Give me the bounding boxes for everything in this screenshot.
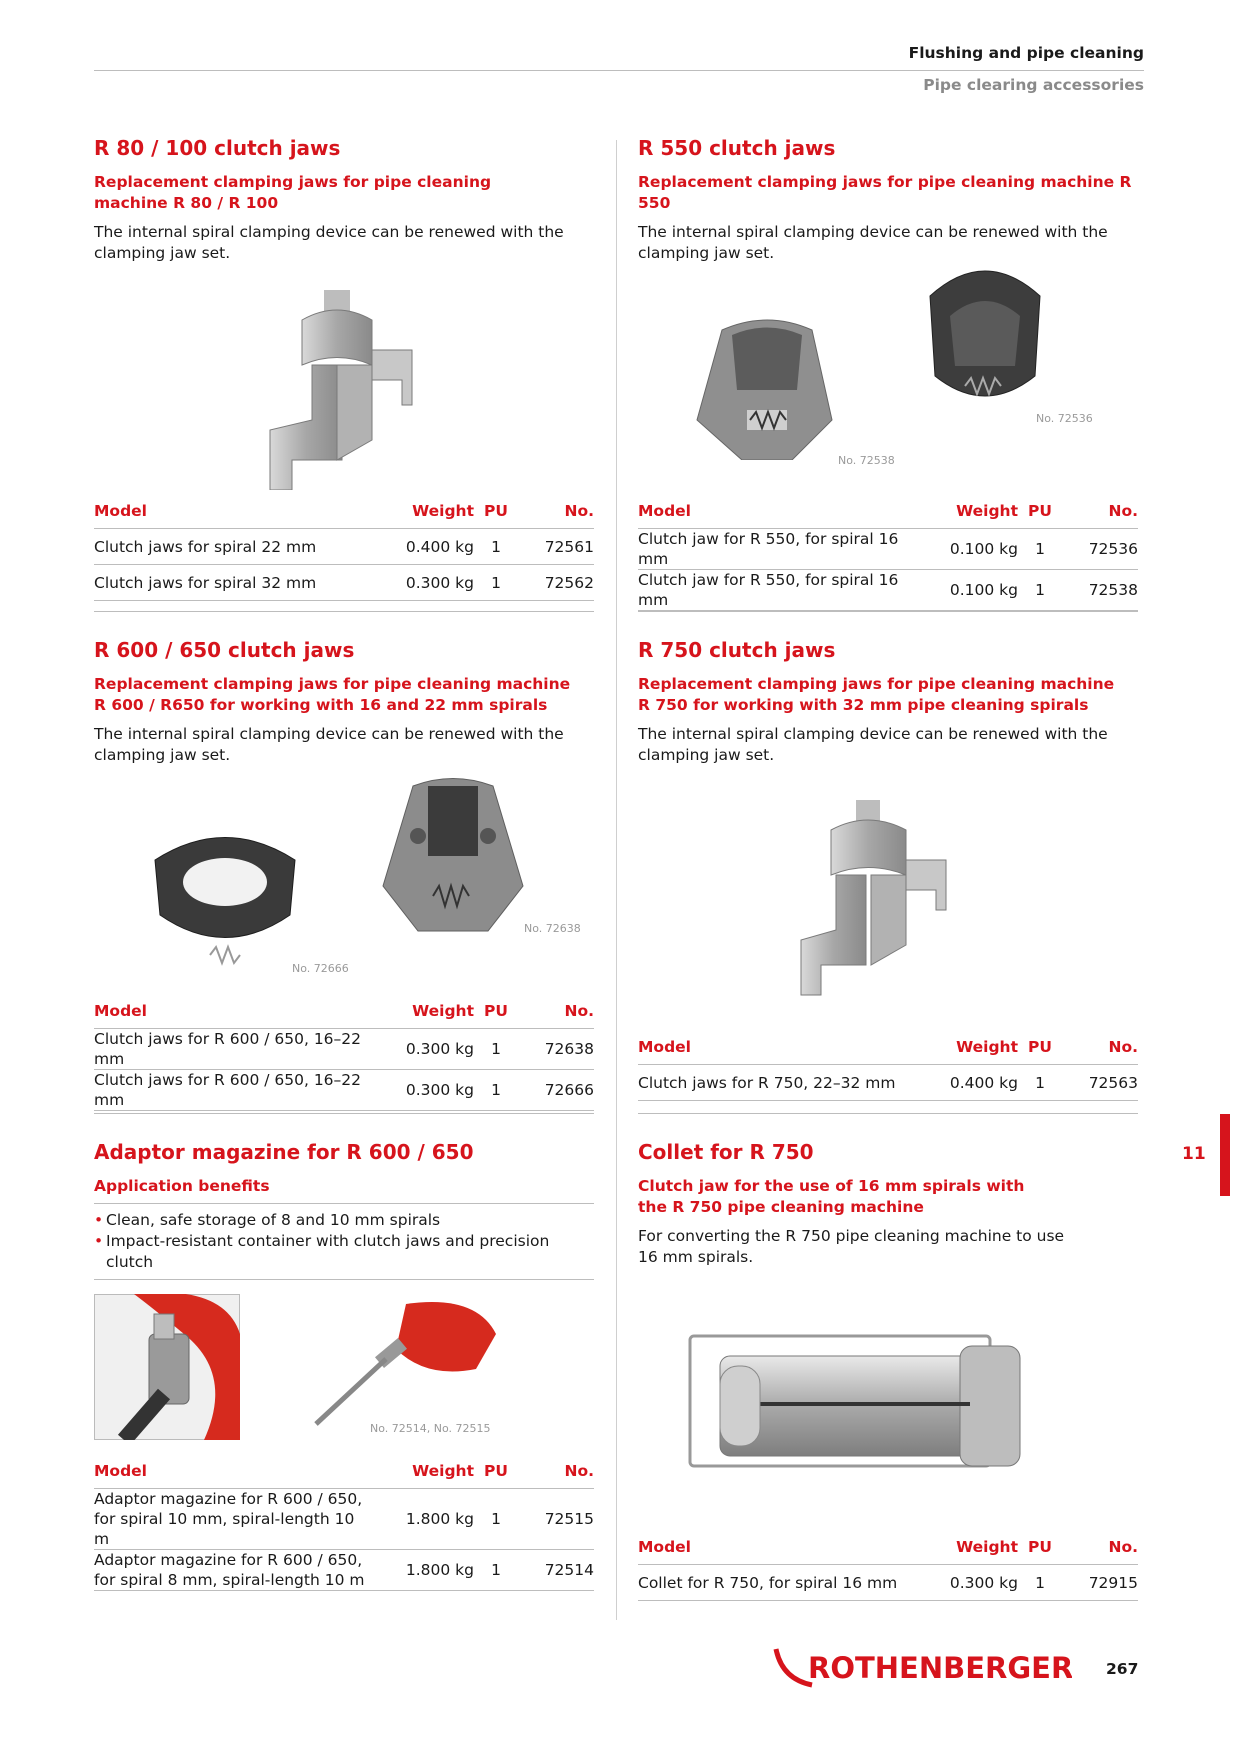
r600-jaw-72638-image xyxy=(378,776,528,936)
cell-pu: 1 xyxy=(474,1070,518,1111)
collet-image xyxy=(680,1326,1040,1476)
cell-pu: 1 xyxy=(474,529,518,565)
table-row xyxy=(638,1065,1138,1101)
cell-weight: 0.300 kg xyxy=(388,565,474,601)
product-title: R 80 / 100 clutch jaws xyxy=(94,136,341,160)
col-pu: PU xyxy=(474,1454,518,1489)
col-no: No. xyxy=(518,494,594,529)
cell-pu: 1 xyxy=(474,1489,518,1550)
cell-model: Clutch jaws for spiral 32 mm xyxy=(94,565,388,601)
col-weight: Weight xyxy=(388,494,474,529)
col-weight: Weight xyxy=(388,994,474,1029)
table-row xyxy=(94,565,594,601)
col-model: Model xyxy=(638,494,932,529)
cell-model: Clutch jaws for R 750, 22–32 mm xyxy=(638,1065,932,1101)
cell-no: 72562 xyxy=(518,565,594,601)
section-divider xyxy=(94,1113,594,1114)
cell-weight: 0.300 kg xyxy=(932,1565,1018,1601)
table-row xyxy=(94,1070,594,1111)
r550-jaw-72538-image xyxy=(692,310,842,460)
r550-jaw-72536-image xyxy=(910,256,1060,416)
cell-weight: 0.300 kg xyxy=(388,1029,474,1070)
table-row xyxy=(94,1029,594,1070)
table-row xyxy=(638,1565,1138,1601)
section-collet xyxy=(638,1140,1138,1268)
col-model: Model xyxy=(94,994,388,1029)
spec-table-r80 xyxy=(94,494,594,601)
table-row xyxy=(94,1550,594,1591)
image-caption: No. 72638 xyxy=(524,922,581,935)
col-pu: PU xyxy=(474,494,518,529)
product-subtitle: Replacement clamping jaws for pipe cleaning machine R 80 / R 100 xyxy=(94,173,492,212)
chapter-tab-marker xyxy=(1220,1114,1230,1196)
table-row xyxy=(94,529,594,565)
cell-pu: 1 xyxy=(474,565,518,601)
cell-pu: 1 xyxy=(1018,570,1062,611)
cell-pu: 1 xyxy=(474,1029,518,1070)
product-description: For converting the R 750 pipe cleaning machine to use 16 mm spirals. xyxy=(638,1227,1065,1266)
product-subtitle: Replacement clamping jaws for pipe cleaning machine R 600 / R650 for working with 16 and 22 mm spirals xyxy=(94,675,571,714)
list-item: • Clean, safe storage of 8 and 10 mm spirals xyxy=(94,1210,594,1231)
cell-no: 72514 xyxy=(518,1550,594,1591)
col-pu: PU xyxy=(1018,1030,1062,1065)
product-subtitle: Replacement clamping jaws for pipe cleaning machine R 750 for working with 32 mm pipe cleaning spirals xyxy=(638,675,1115,714)
header-divider xyxy=(94,70,1144,71)
section-title: Pipe clearing accessories xyxy=(923,76,1144,94)
cell-no: 72536 xyxy=(1062,529,1138,570)
cell-weight: 0.400 kg xyxy=(932,1065,1018,1101)
r600-jaw-72666-image xyxy=(150,820,300,970)
spec-table-adaptor xyxy=(94,1454,594,1591)
section-r550 xyxy=(638,136,1138,264)
cell-model: Adaptor magazine for R 600 / 650, for spiral 10 mm, spiral-length 10 m xyxy=(94,1489,388,1550)
section-adaptor xyxy=(94,1140,594,1286)
col-no: No. xyxy=(518,994,594,1029)
section-r80 xyxy=(94,136,594,264)
benefits-list xyxy=(94,1210,594,1273)
table-row xyxy=(94,1489,594,1550)
cell-model: Collet for R 750, for spiral 16 mm xyxy=(638,1565,932,1601)
section-divider xyxy=(638,1113,1138,1114)
table-header-row xyxy=(94,1454,594,1489)
cell-no: 72915 xyxy=(1062,1565,1138,1601)
col-no: No. xyxy=(1062,494,1138,529)
column-divider xyxy=(616,140,617,1620)
list-item: • Impact-resistant container with clutch jaws and precision clutch xyxy=(94,1231,594,1273)
cell-no: 72563 xyxy=(1062,1065,1138,1101)
image-caption: No. 72538 xyxy=(838,454,895,467)
cell-no: 72666 xyxy=(518,1070,594,1111)
spec-table-r550 xyxy=(638,494,1138,611)
image-caption: No. 72536 xyxy=(1036,412,1093,425)
col-no: No. xyxy=(1062,1530,1138,1565)
page-number: 267 xyxy=(1106,1660,1139,1678)
product-title: Adaptor magazine for R 600 / 650 xyxy=(94,1140,474,1164)
product-description: The internal spiral clamping device can be renewed with the clamping jaw set. xyxy=(94,725,564,764)
cell-pu: 1 xyxy=(1018,529,1062,570)
r80-jaws-image xyxy=(262,290,462,490)
benefits-title: Application benefits xyxy=(94,1177,270,1195)
cell-model: Clutch jaws for R 600 / 650, 16–22 mm xyxy=(94,1070,388,1111)
col-weight: Weight xyxy=(932,494,1018,529)
col-pu: PU xyxy=(474,994,518,1029)
spec-table-r600 xyxy=(94,994,594,1111)
product-description: The internal spiral clamping device can be renewed with the clamping jaw set. xyxy=(638,223,1108,262)
product-subtitle: Replacement clamping jaws for pipe cleaning machine R 550 xyxy=(638,173,1132,212)
benefits-divider xyxy=(94,1279,594,1280)
cell-model: Clutch jaws for R 600 / 650, 16–22 mm xyxy=(94,1029,388,1070)
cell-pu: 1 xyxy=(1018,1065,1062,1101)
table-header-row xyxy=(94,494,594,529)
spec-table-r750 xyxy=(638,1030,1138,1101)
product-title: R 750 clutch jaws xyxy=(638,638,836,662)
cell-pu: 1 xyxy=(1018,1565,1062,1601)
cell-weight: 1.800 kg xyxy=(388,1489,474,1550)
col-weight: Weight xyxy=(388,1454,474,1489)
r750-jaws-image xyxy=(796,800,996,1000)
col-model: Model xyxy=(638,1530,932,1565)
table-header-row xyxy=(638,1530,1138,1565)
cell-model: Clutch jaws for spiral 22 mm xyxy=(94,529,388,565)
col-model: Model xyxy=(94,494,388,529)
product-description: The internal spiral clamping device can be renewed with the clamping jaw set. xyxy=(638,725,1108,764)
cell-model: Adaptor magazine for R 600 / 650, for spiral 8 mm, spiral-length 10 m xyxy=(94,1550,388,1591)
benefits-divider xyxy=(94,1203,594,1204)
brand-name: ROTHENBERGER xyxy=(808,1651,1072,1685)
cell-no: 72638 xyxy=(518,1029,594,1070)
table-header-row xyxy=(94,994,594,1029)
cell-weight: 0.400 kg xyxy=(388,529,474,565)
product-title: R 600 / 650 clutch jaws xyxy=(94,638,355,662)
col-weight: Weight xyxy=(932,1030,1018,1065)
chapter-tab-number: 11 xyxy=(1182,1144,1206,1164)
rothenberger-logo xyxy=(772,1645,1072,1693)
col-model: Model xyxy=(94,1454,388,1489)
spec-table-collet xyxy=(638,1530,1138,1601)
product-title: Collet for R 750 xyxy=(638,1140,814,1164)
section-r600 xyxy=(94,638,594,766)
cell-model: Clutch jaw for R 550, for spiral 16 mm xyxy=(638,529,932,570)
cell-no: 72561 xyxy=(518,529,594,565)
col-pu: PU xyxy=(1018,494,1062,529)
section-divider xyxy=(638,611,1138,612)
cell-weight: 0.300 kg xyxy=(388,1070,474,1111)
cell-weight: 1.800 kg xyxy=(388,1550,474,1591)
col-no: No. xyxy=(1062,1030,1138,1065)
image-caption: No. 72514, No. 72515 xyxy=(370,1422,491,1435)
cell-no: 72515 xyxy=(518,1489,594,1550)
col-pu: PU xyxy=(1018,1530,1062,1565)
image-caption: No. 72666 xyxy=(292,962,349,975)
product-description: The internal spiral clamping device can be renewed with the clamping jaw set. xyxy=(94,223,564,262)
product-subtitle: Clutch jaw for the use of 16 mm spirals with the R 750 pipe cleaning machine xyxy=(638,1177,1025,1216)
col-model: Model xyxy=(638,1030,932,1065)
cell-model: Clutch jaw for R 550, for spiral 16 mm xyxy=(638,570,932,611)
cell-no: 72538 xyxy=(1062,570,1138,611)
col-no: No. xyxy=(518,1454,594,1489)
table-header-row xyxy=(638,1030,1138,1065)
chapter-title: Flushing and pipe cleaning xyxy=(908,44,1144,62)
table-row xyxy=(638,570,1138,611)
adaptor-detail-image xyxy=(94,1294,240,1440)
section-divider xyxy=(94,611,594,612)
cell-weight: 0.100 kg xyxy=(932,529,1018,570)
cell-pu: 1 xyxy=(474,1550,518,1591)
col-weight: Weight xyxy=(932,1530,1018,1565)
table-row xyxy=(638,529,1138,570)
product-title: R 550 clutch jaws xyxy=(638,136,836,160)
table-header-row xyxy=(638,494,1138,529)
cell-weight: 0.100 kg xyxy=(932,570,1018,611)
section-r750 xyxy=(638,638,1138,766)
